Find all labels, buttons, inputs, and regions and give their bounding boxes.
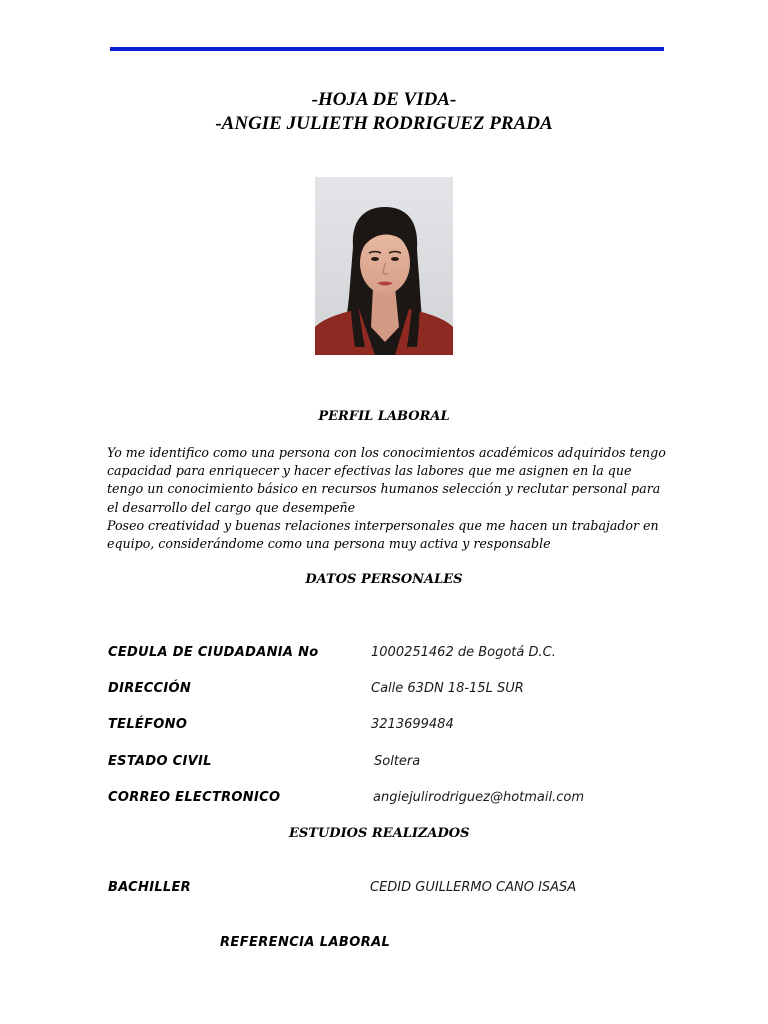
portrait-image — [315, 177, 453, 355]
studies-heading: ESTUDIOS REALIZADOS — [289, 826, 470, 841]
phone-value: 3213699484 — [371, 717, 454, 732]
profile-paragraph-1: Yo me identifico como una persona con los conocimientos académicos adquiridos tengo capacidad para enriquecer y hacer efectivas las labores que me asignen en la que tengo un conocimiento básico en recursos humanos selección y reclutar personal para el desarrollo del cargo que desempeñe — [107, 445, 666, 515]
id-number-value: 1000251462 de Bogotá D.C. — [371, 645, 556, 660]
profile-paragraph-2: Poseo creatividad y buenas relaciones interpersonales que me hacen un trabajador en equipo, considerándome como una persona muy activa y responsable — [107, 517, 659, 552]
address-label: DIRECCIÓN — [108, 681, 192, 696]
id-number-label: CEDULA DE CIUDADANIA No — [108, 645, 319, 660]
high-school-label: BACHILLER — [108, 880, 191, 895]
address-value: Calle 63DN 18-15L SUR — [371, 681, 524, 696]
title-line-2: -ANGIE JULIETH RODRIGUEZ PRADA — [215, 113, 553, 134]
document-title — [0, 88, 768, 136]
profile-photo — [315, 177, 453, 355]
email-value: angiejulirodriguez@hotmail.com — [373, 790, 585, 805]
top-horizontal-rule — [110, 47, 664, 51]
profile-text — [107, 444, 667, 553]
email-label: CORREO ELECTRONICO — [108, 790, 281, 805]
personal-data-heading: DATOS PERSONALES — [305, 572, 463, 587]
work-reference-heading: REFERENCIA LABORAL — [220, 935, 391, 950]
marital-status-label: ESTADO CIVIL — [108, 754, 212, 769]
marital-status-value: Soltera — [374, 754, 421, 769]
profile-heading: PERFIL LABORAL — [318, 409, 450, 424]
title-line-1: -HOJA DE VIDA- — [311, 89, 457, 110]
phone-label: TELÉFONO — [108, 717, 188, 732]
high-school-value: CEDID GUILLERMO CANO ISASA — [370, 880, 577, 895]
